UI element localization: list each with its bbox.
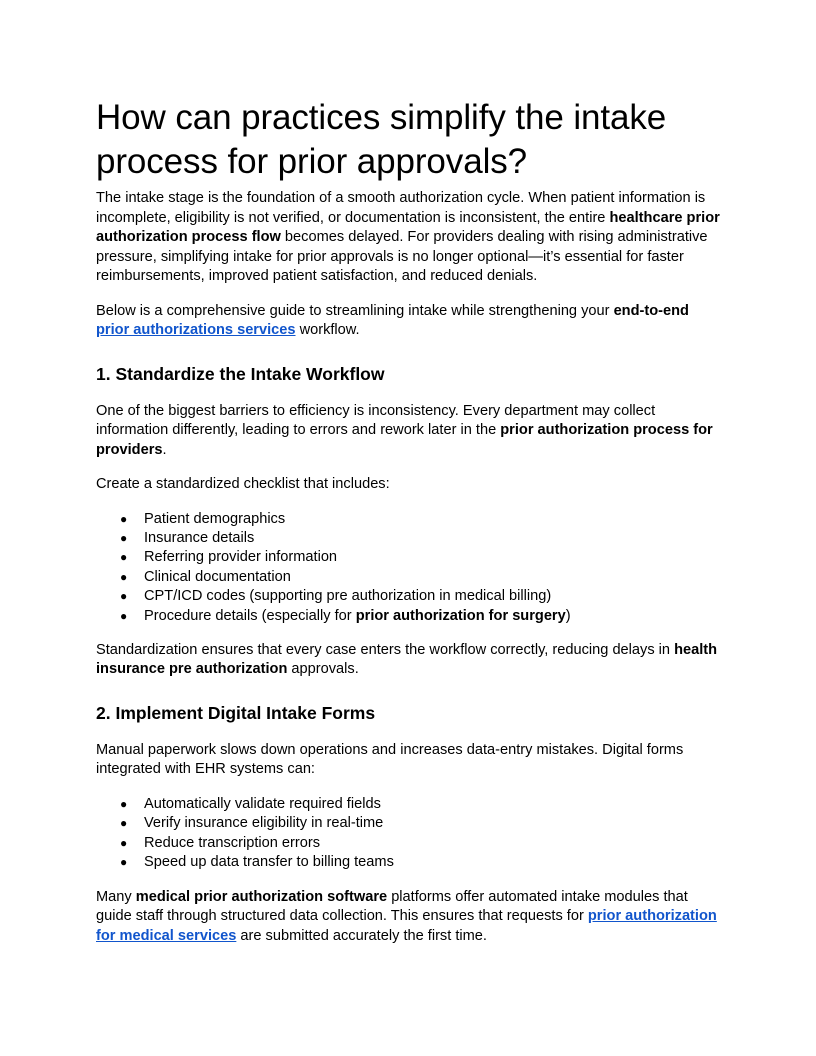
section2-p2-text-d: are submitted accurately the first time. <box>236 927 487 944</box>
section1-p3-text-c: approvals. <box>287 661 359 678</box>
list-item <box>96 853 722 872</box>
intro-p2-text-c: workflow. <box>295 322 360 338</box>
list-item <box>96 548 722 567</box>
section1-checklist <box>96 510 722 626</box>
list-item <box>96 529 722 548</box>
list-item-text: Speed up data transfer to billing teams <box>144 854 394 871</box>
intro-p1-text-a: The intake stage is the foundation of a smooth authorization cycle. When patient information is incomplete, eligibility is not verified, or documentation is inconsistent, the entire <box>96 190 706 226</box>
bullet-icon: ● <box>120 569 128 584</box>
list-item-text: Patient demographics <box>144 510 286 527</box>
list-item <box>96 607 722 626</box>
bullet-icon: ● <box>120 608 128 623</box>
section2-p2-text-c: platforms offer automated intake modules that guide staff through structured data collection. This ensures that requests for <box>96 888 688 925</box>
section1-p1-text-a: One of the biggest barriers to efficiency is inconsistency. Every department may collect information differently, leading to errors and rework later in the <box>96 402 656 438</box>
list-item-text: Automatically validate required fields <box>144 795 381 812</box>
section1-paragraph-2: Create a standardized checklist that includes: <box>96 476 390 492</box>
list-item <box>96 814 722 833</box>
section1-p1-text-c: . <box>162 441 167 458</box>
page-title: How can practices simplify the intake process for prior approvals? <box>96 98 667 181</box>
section2-paragraph-2 <box>96 888 722 947</box>
section2-p2-bold: medical prior authorization software <box>135 888 388 905</box>
intro-p1-bold: healthcare prior authorization process flow <box>96 209 720 245</box>
list-item <box>96 795 722 814</box>
list-item <box>96 834 722 853</box>
intro-paragraph-1 <box>96 189 722 287</box>
list-item-text: CPT/ICD codes (supporting pre authorization in medical billing) <box>144 588 552 605</box>
section2-paragraph-1: Manual paperwork slows down operations and increases data-entry mistakes. Digital forms integrated with EHR systems can: <box>96 741 684 778</box>
list-item <box>96 587 722 606</box>
bullet-icon: ● <box>120 835 128 850</box>
list-item-text-c: ) <box>565 607 571 624</box>
bullet-icon: ● <box>120 530 128 545</box>
list-item <box>96 568 722 587</box>
intro-p2-text-a: Below is a comprehensive guide to streamlining intake while strengthening your <box>96 302 614 319</box>
list-item-text-a: Procedure details (especially for <box>144 607 356 624</box>
bullet-icon: ● <box>120 816 128 831</box>
section1-p3-bold: health insurance pre authorization <box>96 641 718 678</box>
section2-benefits-list <box>96 795 722 873</box>
prior-authorization-medical-services-link[interactable]: prior authorization for medical services <box>96 908 717 944</box>
list-item-text: Insurance details <box>144 529 255 546</box>
section1-p1-bold: prior authorization process for providers <box>96 422 713 458</box>
list-item-text: Referring provider information <box>144 549 338 566</box>
section1-p3-text-a: Standardization ensures that every case enters the workflow correctly, reducing delays in <box>96 641 675 658</box>
list-item-text: Clinical documentation <box>144 568 291 585</box>
intro-paragraph-2 <box>96 302 722 341</box>
section1-paragraph-3 <box>96 641 722 680</box>
intro-p1-text-c: becomes delayed. For providers dealing with rising administrative pressure, simplifying intake for prior approvals is no longer optional—it’s essential for faster reimbursements, improved patient satisfaction, and reduced denials. <box>96 229 708 284</box>
list-item-text: Verify insurance eligibility in real-time <box>144 815 384 832</box>
document-page <box>96 96 722 961</box>
intro-p2-bold: end-to-end <box>613 302 689 319</box>
bullet-icon: ● <box>120 796 128 811</box>
bullet-icon: ● <box>120 855 128 870</box>
bullet-icon: ● <box>120 550 128 565</box>
section2-p2-text-a: Many <box>96 888 136 905</box>
list-item-text: Reduce transcription errors <box>144 834 321 851</box>
bullet-icon: ● <box>120 589 128 604</box>
section2-heading: 2. Implement Digital Intake Forms <box>96 702 376 723</box>
bullet-icon: ● <box>120 511 128 526</box>
prior-authorizations-services-link[interactable]: prior authorizations services <box>96 322 296 338</box>
section1-paragraph-1 <box>96 402 722 461</box>
section1-heading: 1. Standardize the Intake Workflow <box>96 363 385 384</box>
list-item <box>96 510 722 529</box>
list-item-bold: prior authorization for surgery <box>355 607 566 624</box>
